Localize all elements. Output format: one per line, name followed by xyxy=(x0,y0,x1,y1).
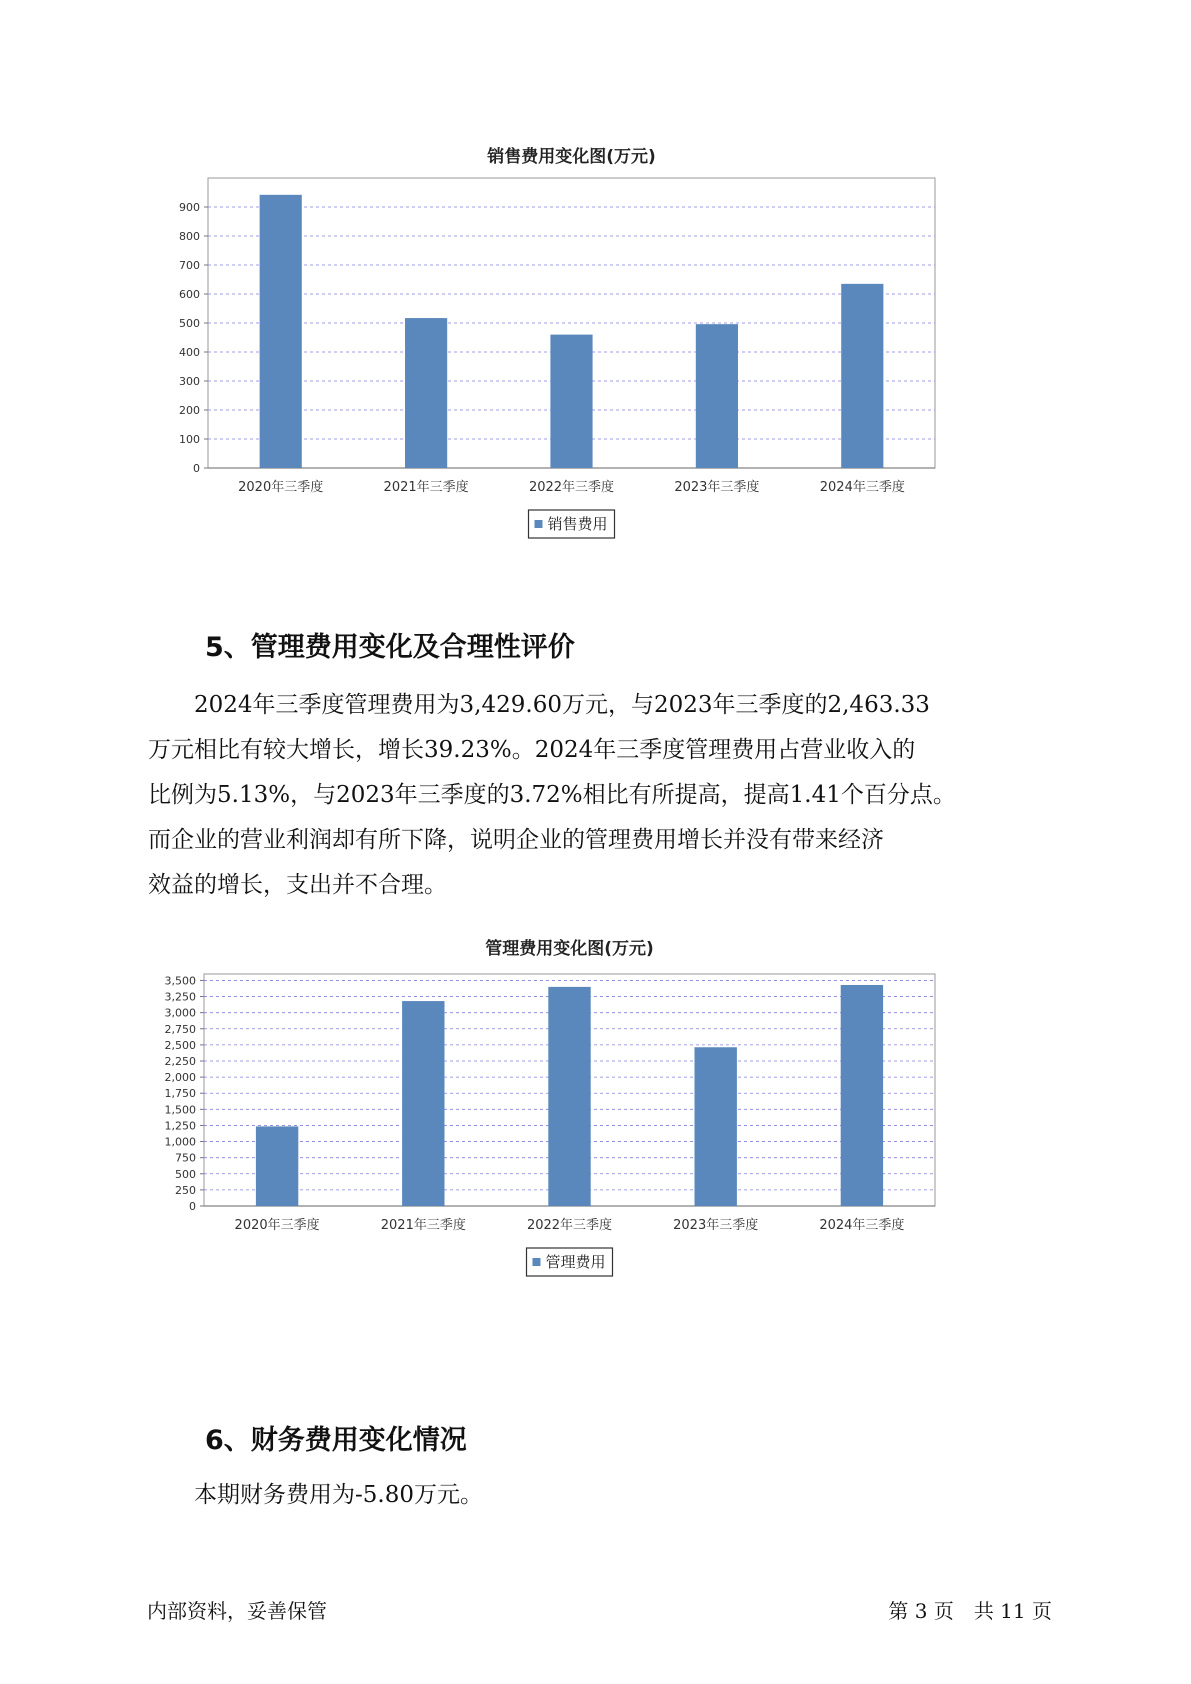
y-tick-label: 800 xyxy=(179,230,200,243)
y-tick-label: 500 xyxy=(179,317,200,330)
section6-paragraph xyxy=(148,1473,1048,1518)
sales-expense-chart xyxy=(150,140,1050,580)
x-tick-label: 2022年三季度 xyxy=(526,1218,613,1233)
bar xyxy=(695,1047,737,1206)
y-tick-label: 500 xyxy=(175,1167,196,1181)
y-tick-label: 3,000 xyxy=(164,1006,196,1020)
y-tick-label: 700 xyxy=(179,259,200,272)
x-tick-label: 2020年三季度 xyxy=(234,1218,320,1233)
x-tick-label: 2024年三季度 xyxy=(819,480,905,495)
chart-title: 销售费用变化图(万元) xyxy=(487,147,656,167)
sales-expense-chart-svg xyxy=(150,140,1050,580)
section5-line: 效益的增长，支出并不合理。 xyxy=(148,872,447,898)
y-tick-label: 2,750 xyxy=(164,1022,196,1036)
section5-line: 2024年三季度管理费用为3,429.60万元，与2023年三季度的2,463.33 xyxy=(148,692,930,718)
bar xyxy=(260,195,302,468)
y-tick-label: 300 xyxy=(179,375,200,388)
legend xyxy=(527,1248,613,1276)
legend-swatch xyxy=(533,1258,541,1266)
section6-heading: 6、财务费用变化情况 xyxy=(205,1425,467,1456)
admin-expense-chart-svg xyxy=(150,938,1050,1378)
section5-paragraph xyxy=(148,683,1048,908)
bar xyxy=(405,318,447,468)
section6-text: 本期财务费用为-5.80万元。 xyxy=(148,1482,483,1508)
bar xyxy=(256,1126,298,1206)
legend-label: 管理费用 xyxy=(545,1253,606,1271)
y-tick-label: 200 xyxy=(179,404,200,417)
y-tick-label: 3,500 xyxy=(164,974,196,988)
bar xyxy=(550,335,592,468)
section5-line: 万元相比有较大增长，增长39.23%。2024年三季度管理费用占营业收入的 xyxy=(148,737,916,763)
section5-heading: 5、管理费用变化及合理性评价 xyxy=(205,632,575,663)
chart-title: 管理费用变化图(万元) xyxy=(485,939,654,959)
legend xyxy=(529,510,615,538)
bar xyxy=(841,284,883,468)
y-tick-label: 1,750 xyxy=(164,1087,196,1101)
x-tick-label: 2021年三季度 xyxy=(380,1218,466,1233)
y-tick-label: 250 xyxy=(175,1183,196,1197)
bar xyxy=(696,324,738,468)
x-tick-label: 2022年三季度 xyxy=(528,480,615,495)
bar xyxy=(548,987,590,1206)
x-tick-label: 2024年三季度 xyxy=(819,1218,905,1233)
y-tick-label: 3,250 xyxy=(164,990,196,1004)
page-number: 第 3 页 共 11 页 xyxy=(888,1599,1052,1623)
y-tick-label: 400 xyxy=(179,346,200,359)
y-tick-label: 1,500 xyxy=(164,1103,196,1117)
y-tick-label: 2,250 xyxy=(164,1055,196,1068)
y-tick-label: 600 xyxy=(179,288,200,301)
bar xyxy=(841,985,883,1206)
y-tick-label: 1,250 xyxy=(164,1119,196,1133)
y-tick-label: 900 xyxy=(179,201,200,214)
bar xyxy=(402,1001,444,1206)
y-tick-label: 100 xyxy=(179,433,200,446)
section5-line: 而企业的营业利润却有所下降，说明企业的管理费用增长并没有带来经济 xyxy=(148,827,884,853)
y-tick-label: 2,000 xyxy=(164,1071,196,1085)
y-tick-label: 0 xyxy=(189,1200,196,1213)
footer-note: 内部资料，妥善保管 xyxy=(147,1599,327,1623)
y-tick-label: 0 xyxy=(193,462,200,475)
x-tick-label: 2021年三季度 xyxy=(383,480,469,495)
x-tick-label: 2020年三季度 xyxy=(238,480,324,495)
legend-label: 销售费用 xyxy=(547,515,608,533)
admin-expense-chart xyxy=(150,938,1050,1378)
legend-swatch xyxy=(535,520,543,528)
section5-line: 比例为5.13%，与2023年三季度的3.72%相比有所提高，提高1.41个百分点。 xyxy=(148,782,956,808)
x-tick-label: 2023年三季度 xyxy=(673,1218,759,1233)
y-tick-label: 750 xyxy=(175,1151,196,1165)
y-tick-label: 2,500 xyxy=(164,1038,196,1052)
x-tick-label: 2023年三季度 xyxy=(674,480,760,495)
y-tick-label: 1,000 xyxy=(164,1135,196,1149)
